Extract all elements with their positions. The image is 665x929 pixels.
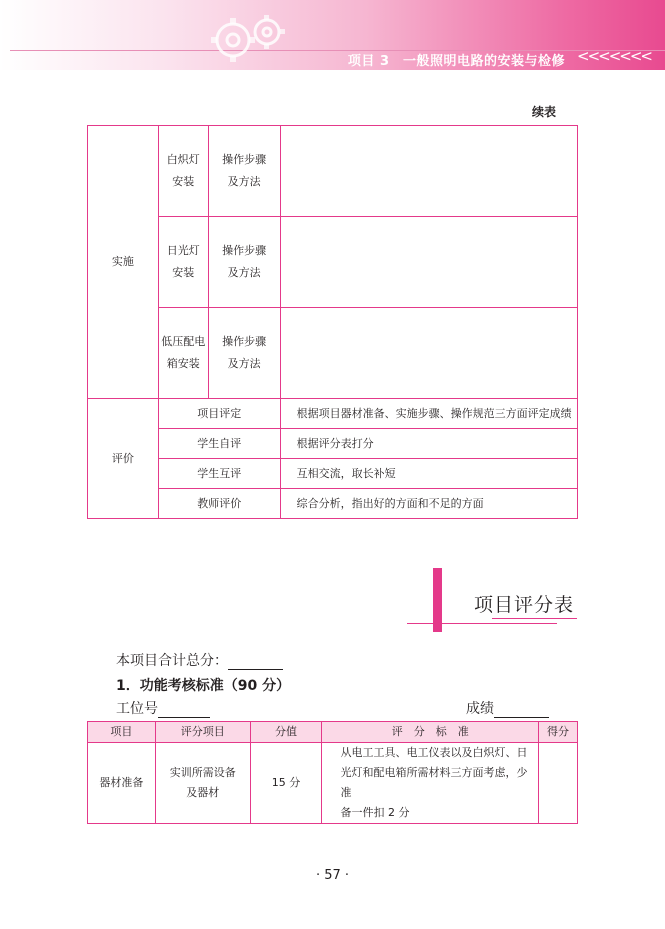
header-band [0, 0, 665, 70]
section-underline [492, 618, 577, 619]
table-row [88, 217, 578, 308]
table-row [88, 429, 578, 459]
step-line: 及方法 [227, 175, 261, 188]
column-header: 评分项目 [155, 722, 250, 743]
item-line: 低压配电 [161, 335, 206, 348]
column-header: 分值 [250, 722, 322, 743]
item-line: 安装 [172, 266, 195, 279]
total-score-label: 本项目合计总分： [116, 653, 228, 669]
step-line: 操作步骤 [222, 153, 267, 166]
column-header: 评 分 标 准 [322, 722, 539, 743]
table-row [88, 459, 578, 489]
step-cell [208, 217, 280, 308]
standard-line: 光灯和配电箱所需材料三方面考虑，少准 [340, 766, 528, 799]
column-header: 项目 [88, 722, 156, 743]
standard-heading: 1．功能考核标准（90 分） [116, 678, 291, 694]
project-cell: 器材准备 [88, 743, 156, 824]
evaluation-name: 学生互评 [158, 459, 280, 489]
continued-label: 续表 [532, 105, 557, 119]
standard-line: 从电工工具、电工仪表以及白炽灯、日 [340, 746, 528, 759]
total-score-line [116, 650, 283, 670]
section-cell-evaluation: 评价 [88, 399, 159, 519]
step-line: 及方法 [227, 266, 261, 279]
section-cell-implementation: 实施 [88, 126, 159, 399]
item-line: 日光灯 [166, 244, 200, 257]
item-cell [158, 308, 208, 399]
standard-line: 备一件扣 2 分 [340, 806, 410, 819]
header-row [88, 722, 578, 743]
evaluation-criteria: 综合分析，指出好的方面和不足的方面 [280, 489, 577, 519]
scoring-item-line: 实训所需设备 [169, 766, 236, 779]
section-title: 项目评分表 [474, 594, 575, 616]
chapter-title: 项目 3 一般照明电路的安装与检修 [347, 54, 565, 69]
blank-entry-cell[interactable] [280, 308, 577, 399]
item-line: 箱安装 [166, 357, 200, 370]
grade-blank[interactable] [494, 703, 549, 718]
page-number: · 57 · [315, 868, 350, 883]
blank-entry-cell[interactable] [280, 126, 577, 217]
table-row [88, 399, 578, 429]
evaluation-criteria: 根据评分表打分 [280, 429, 577, 459]
step-cell [208, 126, 280, 217]
table-row [88, 489, 578, 519]
station-line [116, 698, 210, 718]
step-line: 操作步骤 [222, 244, 267, 257]
section-underline [407, 623, 557, 624]
table-row [88, 743, 578, 824]
evaluation-name: 学生自评 [158, 429, 280, 459]
step-cell [208, 308, 280, 399]
header-rule [10, 50, 665, 51]
gear-icon [195, 6, 295, 70]
evaluation-criteria: 互相交流，取长补短 [280, 459, 577, 489]
grade-line [466, 698, 549, 718]
chevron-left-icon: <<<<<<< [577, 47, 651, 65]
item-cell [158, 217, 208, 308]
evaluation-name: 项目评定 [158, 399, 280, 429]
total-score-blank[interactable] [228, 655, 283, 670]
evaluation-name: 教师评价 [158, 489, 280, 519]
station-blank[interactable] [158, 703, 210, 718]
blank-entry-cell[interactable] [280, 217, 577, 308]
step-line: 操作步骤 [222, 335, 267, 348]
step-line: 及方法 [227, 357, 261, 370]
points-cell: 15 分 [250, 743, 322, 824]
column-header: 得分 [539, 722, 578, 743]
evaluation-criteria: 根据项目器材准备、实施步骤、操作规范三方面评定成绩 [280, 399, 577, 429]
grade-label: 成绩 [466, 701, 494, 717]
scoring-item-cell [155, 743, 250, 824]
item-cell [158, 126, 208, 217]
item-line: 安装 [172, 175, 195, 188]
standard-cell [322, 743, 539, 824]
scoring-item-line: 及器材 [186, 786, 220, 799]
table-row [88, 308, 578, 399]
score-table [87, 721, 578, 824]
table-row [88, 126, 578, 217]
item-line: 白炽灯 [166, 153, 200, 166]
implementation-evaluation-table [87, 125, 578, 519]
score-cell[interactable] [539, 743, 578, 824]
station-label: 工位号 [116, 701, 158, 717]
